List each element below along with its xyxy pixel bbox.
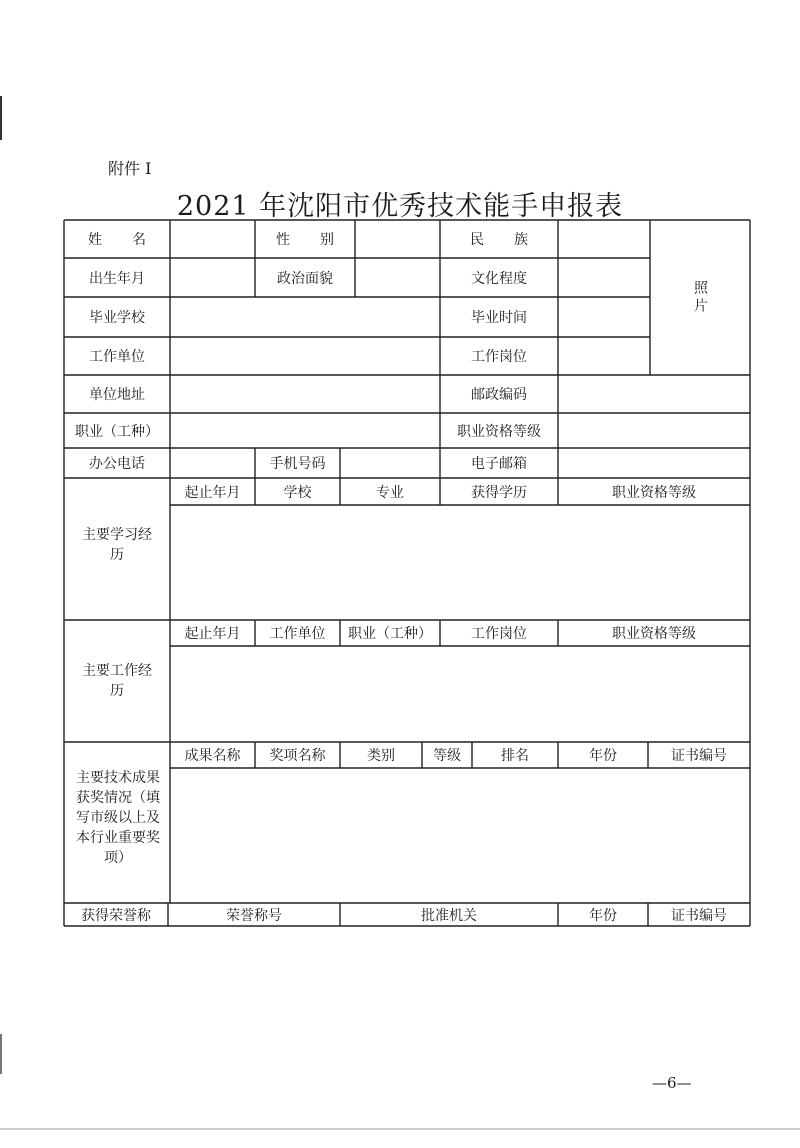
label-email: 电子邮箱 bbox=[471, 456, 527, 472]
label-position: 工作岗位 bbox=[471, 349, 527, 365]
input-address[interactable] bbox=[170, 375, 440, 413]
awards-entries-area[interactable] bbox=[170, 768, 750, 903]
work-header: 起止年月 bbox=[184, 626, 241, 642]
awards-header: 类别 bbox=[367, 748, 395, 764]
input-ethnicity[interactable] bbox=[558, 220, 650, 258]
label-qual-level: 职业资格等级 bbox=[457, 423, 541, 440]
label-birth: 出生年月 bbox=[89, 270, 145, 287]
awards-header: 证书编号 bbox=[671, 748, 727, 764]
work-header: 工作岗位 bbox=[471, 626, 527, 642]
label-postcode: 邮政编码 bbox=[471, 387, 527, 403]
page-number: —6— bbox=[652, 1074, 692, 1092]
work-header: 工作单位 bbox=[269, 626, 326, 642]
honors-header: 批准机关 bbox=[421, 907, 477, 924]
study-label: 主要学习经历 bbox=[82, 527, 152, 563]
input-political[interactable] bbox=[355, 258, 440, 297]
input-postcode[interactable] bbox=[558, 375, 750, 413]
label-address: 单位地址 bbox=[89, 387, 145, 403]
input-occupation[interactable] bbox=[170, 413, 440, 448]
study-header: 起止年月 bbox=[184, 484, 241, 501]
input-education[interactable] bbox=[558, 258, 650, 297]
input-email[interactable] bbox=[558, 448, 750, 478]
awards-header: 年份 bbox=[589, 748, 617, 764]
form-title: 2021 年沈阳市优秀技术能手申报表 bbox=[176, 191, 624, 222]
input-office-phone[interactable] bbox=[170, 448, 255, 478]
honors-header: 年份 bbox=[589, 907, 617, 924]
study-header: 获得学历 bbox=[471, 484, 527, 501]
work-label: 主要工作经历 bbox=[82, 663, 152, 699]
attachment-label: 附件 I bbox=[108, 159, 152, 178]
photo-box[interactable] bbox=[650, 220, 750, 375]
input-employer[interactable] bbox=[170, 337, 440, 375]
work-header: 职业（工种） bbox=[348, 626, 432, 642]
label-political: 政治面貌 bbox=[277, 270, 333, 287]
label-mobile: 手机号码 bbox=[269, 456, 326, 472]
input-qual-level[interactable] bbox=[558, 413, 750, 448]
label-employer: 工作单位 bbox=[89, 349, 145, 365]
awards-header: 排名 bbox=[501, 748, 529, 764]
awards-label: 主要技术成果获奖情况（填写市级以上及本行业重要奖项） bbox=[76, 770, 160, 866]
study-header: 专业 bbox=[376, 484, 404, 501]
input-mobile[interactable] bbox=[340, 448, 440, 478]
label-education: 文化程度 bbox=[471, 270, 527, 287]
input-name[interactable] bbox=[170, 220, 255, 258]
input-position[interactable] bbox=[558, 337, 650, 375]
label-gender: 性别 bbox=[276, 232, 364, 248]
label-school: 毕业学校 bbox=[89, 310, 145, 326]
input-gender[interactable] bbox=[355, 220, 440, 258]
label-office-phone: 办公电话 bbox=[89, 456, 145, 472]
study-header: 学校 bbox=[283, 484, 312, 501]
input-birth[interactable] bbox=[170, 258, 255, 297]
label-occupation: 职业（工种） bbox=[75, 423, 159, 440]
label-ethnicity: 民族 bbox=[470, 232, 558, 248]
honors-header: 荣誉称号 bbox=[226, 907, 282, 924]
label-name: 姓名 bbox=[88, 232, 176, 248]
study-entries-area[interactable] bbox=[170, 505, 750, 620]
work-header: 职业资格等级 bbox=[612, 626, 696, 642]
study-header: 职业资格等级 bbox=[612, 484, 696, 501]
awards-header: 成果名称 bbox=[184, 748, 241, 764]
label-grad-time: 毕业时间 bbox=[471, 310, 527, 326]
input-grad-time[interactable] bbox=[558, 297, 650, 337]
awards-header: 等级 bbox=[433, 748, 461, 764]
input-school[interactable] bbox=[170, 297, 440, 337]
photo-label: 照片 bbox=[692, 279, 708, 316]
honors-label: 获得荣誉称 bbox=[81, 907, 151, 924]
honors-header: 证书编号 bbox=[671, 907, 727, 924]
awards-header: 奖项名称 bbox=[269, 748, 326, 764]
work-entries-area[interactable] bbox=[170, 646, 750, 742]
